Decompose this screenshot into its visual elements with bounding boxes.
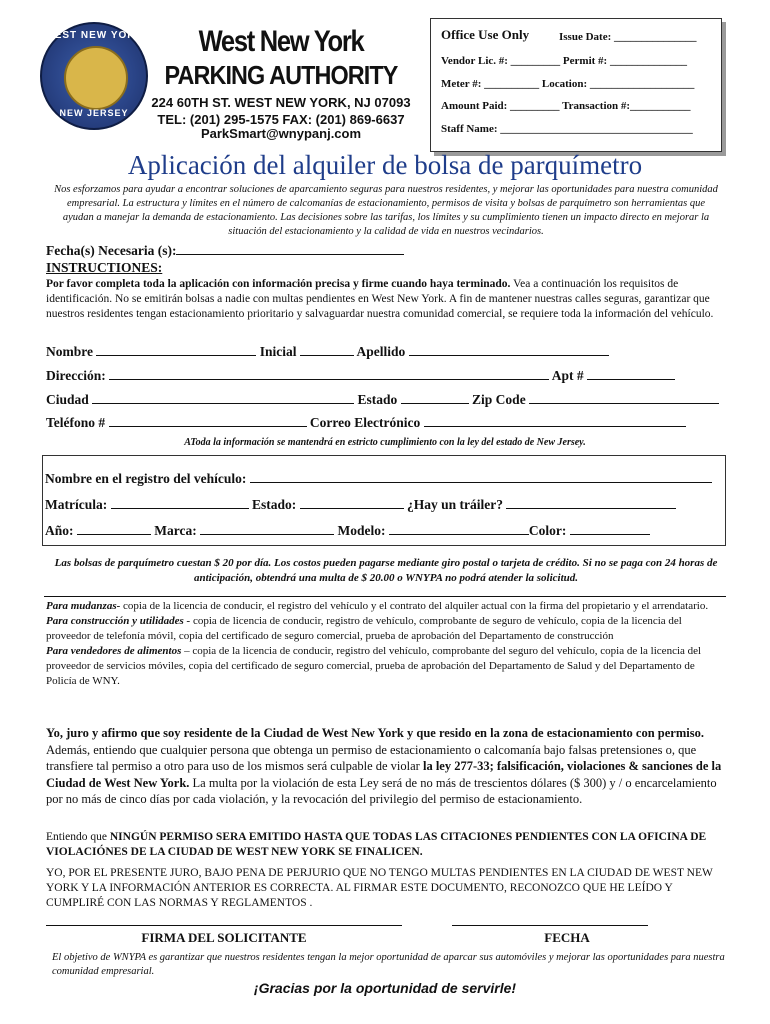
oath-paragraph (46, 725, 726, 808)
vehicle-info-box (42, 455, 726, 546)
dates-needed-field[interactable] (46, 242, 404, 259)
office-issue-date[interactable]: Issue Date: _______________ (559, 31, 697, 43)
instructions-text (46, 277, 726, 322)
zip-label: Zip Code (472, 392, 526, 407)
modelo-input[interactable] (389, 522, 529, 535)
org-phone: TEL: (201) 295-1575 FAX: (201) 869-6637 (157, 112, 405, 127)
citations-bold: NINGÚN PERMISO SERA EMITIDO HASTA QUE TODAS LAS CITACIONES PENDIENTES CON LA OFICINA DE VIOLACIÓNES DE LA CIUDAD DE WEST NEW YORK SE FINALICEN. (46, 831, 707, 858)
matricula-label: Matrícula: (45, 497, 108, 512)
requirement-label: Para mudanzas- (46, 600, 121, 612)
estado-input[interactable] (401, 391, 469, 404)
footer-text: El objetivo de WNYPA es garantizar que nuestros residentes tengan la mejor oportunidad de aparcar sus automóviles y mejorar las oportunidades para nuestra comunidad empresarial. (52, 952, 725, 977)
seal-bottom-text: NEW JERSEY (59, 108, 129, 118)
oath-bold-1: Yo, juro y afirmo que soy residente de la Ciudad de West New York y que resido en la zona de estacionamiento con permiso. (46, 726, 704, 740)
apellido-input[interactable] (409, 343, 609, 356)
page-title: Aplicación del alquiler de bolsa de parquímetro (127, 150, 643, 180)
telefono-input[interactable] (109, 414, 307, 427)
requirement-text: copia de la licencia de conducir, el registro del vehículo y el contrato del alquiler actual con la firma del propietario y el arrendatario. (120, 600, 709, 612)
correo-input[interactable] (424, 414, 686, 427)
org-name: West New York (198, 25, 364, 58)
apellido-label: Apellido (356, 344, 406, 359)
marca-input[interactable] (200, 522, 334, 535)
apt-input[interactable] (587, 367, 675, 380)
registro-input[interactable] (250, 470, 712, 483)
trailer-input[interactable] (506, 496, 676, 509)
color-label: Color: (528, 523, 567, 538)
nombre-input[interactable] (96, 343, 256, 356)
direccion-input[interactable] (109, 367, 549, 380)
org-subtitle: PARKING AUTHORITY (164, 60, 398, 90)
confidentiality-note: AToda la información se mantendrá en estricto cumplimiento con la ley del estado de New Jersey. (184, 437, 586, 448)
seal-top-text: WEST NEW YORK (44, 30, 144, 41)
requirement-label: Para vendedores de alimentos (46, 645, 182, 657)
correo-label: Correo Electrónico (309, 415, 421, 430)
city-row (46, 391, 719, 408)
inicial-input[interactable] (300, 343, 354, 356)
dates-needed-label: Fecha(s) Necesaria (s): (46, 243, 177, 258)
zip-input[interactable] (529, 391, 719, 404)
dates-needed-line[interactable] (176, 242, 404, 255)
signature-line[interactable] (46, 925, 402, 926)
vehicle-model-row (45, 522, 650, 539)
office-use-title: Office Use Only (441, 27, 530, 42)
vehicle-plate-row (45, 496, 676, 513)
citations-lead: Entiendo que (46, 831, 110, 843)
org-email: ParkSmart@wnypanj.com (200, 126, 362, 141)
matricula-input[interactable] (111, 496, 249, 509)
office-staff-name[interactable]: Staff Name: ___________________________________ (441, 123, 693, 135)
instructions-heading: INSTRUCTIONES: (46, 260, 163, 275)
requirement-food-vendors (46, 644, 726, 689)
date-label: FECHA (544, 930, 590, 945)
instructions-body: Vea a continuación los requisitos de identificación. No se emitirán bolsas a nadie con multas pendientes en West New York. A fin de mantener nuestras calles seguras, garantizar que nuestros residentes tengan estacionamiento prioritario y salvaguardar nuestra comunidad comercial, se requiere toda la información del vehículo. (46, 278, 714, 320)
intro-paragraph: Nos esforzamos para ayudar a encontrar soluciones de aparcamiento seguras para nuestros residentes, y mejorar las oportunidades para nuestra comunidad empresarial. La estructura y límites en el número de calcomanías de estacionamiento, permisos de visita y bolsas de parquímetro son herramientas que ayudan a manejar la demanda de estacionamiento. Las decisiones sobre las tarifas, los límites y su cumplimiento tienen un impacto directo en mejorar la situación del estacionamiento y la calidad de vida en nuestros vecindarios. (54, 184, 718, 237)
office-use-box (430, 18, 722, 152)
thanks-text: ¡Gracias por la oportunidad de servirle! (253, 980, 517, 996)
office-vendor-permit[interactable]: Vendor Lic. #: _________ Permit #: ______________ (441, 55, 687, 67)
nombre-label: Nombre (46, 344, 93, 359)
seal-emblem-icon (64, 46, 128, 110)
signature-label: FIRMA DEL SOLICITANTE (141, 930, 307, 945)
registro-label: Nombre en el registro del vehículo: (45, 471, 247, 486)
perjury-statement: YO, POR EL PRESENTE JURO, BAJO PENA DE PERJURIO QUE NO TENGO MULTAS PENDIENTES EN LA CIUDAD DE WEST NEW YORK Y LA INFORMACIÓN ANTERIOR ES CORRECTA. AL FIRMAR ESTE DOCUMENTO, RECONOZCO QUE HE LEÍDO Y CUMPLIRÉ CON LAS NORMAS Y REGLAMENTOS . (46, 867, 713, 909)
contact-row (46, 414, 686, 431)
inicial-label: Inicial (259, 344, 297, 359)
fee-notice: Las bolsas de parquímetro cuestan $ 20 por día. Los costos pueden pagarse mediante giro postal o tarjeta de crédito. Si no se paga con 24 horas de anticipación, obtendrá una multa de $ 20.00 o WNYPA no podrá atender la solicitud. (54, 557, 718, 584)
citations-note (46, 830, 726, 860)
office-amount-transaction[interactable]: Amount Paid: _________ Transaction #:___________ (441, 100, 691, 112)
estado-label: Estado (357, 392, 398, 407)
color-input[interactable] (570, 522, 650, 535)
office-meter-location[interactable]: Meter #: __________ Location: ___________________ (441, 78, 695, 90)
instructions-bold: Por favor completa toda la aplicación con información precisa y firme cuando haya terminado. (46, 278, 511, 290)
ano-label: Año: (45, 523, 74, 538)
vehicle-estado-input[interactable] (300, 496, 404, 509)
name-row (46, 343, 609, 360)
vehicle-registration-row (45, 470, 712, 487)
trailer-label: ¿Hay un tráiler? (407, 497, 503, 512)
requirements-list (46, 599, 726, 689)
ciudad-label: Ciudad (46, 392, 89, 407)
telefono-label: Teléfono # (46, 415, 106, 430)
requirement-text: – copia de la licencia de conducir, registro del vehículo, comprobante del seguro del vehículo, copia de la licencia del proveedor de servicios móviles, copia del certificado de seguro comercial, prueba de aprobación del Departamento de Salud y del Departamento de Policía de WNY. (46, 645, 702, 687)
address-row (46, 367, 675, 384)
apt-label: Apt # (551, 368, 584, 383)
oath-bold-2: la ley 277-33; falsificación, violaciones & sanciones de la Ciudad de West New York. (46, 759, 722, 790)
date-line[interactable] (452, 925, 648, 926)
requirement-moving (46, 599, 726, 614)
org-address: 224 60TH ST. WEST NEW YORK, NJ 07093 (151, 95, 411, 110)
requirement-text: copia de licencia de conducir, registro de vehículo, comprobante de seguro de vehículo, copia de la licencia del proveedor de telefonía móvil, copia del certificado de seguro comercial, prueba de aprobación del Departamento de construcción (46, 615, 682, 642)
marca-label: Marca: (154, 523, 197, 538)
section-divider (44, 596, 726, 597)
ciudad-input[interactable] (92, 391, 354, 404)
vehicle-estado-label: Estado: (251, 497, 297, 512)
requirement-construction (46, 614, 726, 644)
direccion-label: Dirección: (46, 368, 106, 383)
oath-text-2: La multa por la violación de esta Ley será de no más de trescientos dólares ($ 300) y / o encarcelamiento por no más de cinco días por cada violación, y la revocación del privilegio del permiso de estacionamiento. (46, 775, 717, 806)
requirement-label: Para construcción y utilidades - (46, 615, 191, 627)
ano-input[interactable] (77, 522, 151, 535)
org-address-block (140, 94, 422, 128)
modelo-label: Modelo: (337, 523, 386, 538)
authority-seal-logo (40, 22, 148, 130)
oath-text-1: Además, entiendo que cualquier persona que obtenga un permiso de estacionamiento o calcomanía bajo falsas pretensiones o, que transfiere tal permiso a otro para uso de los mismos será culpable de violar (46, 742, 697, 773)
